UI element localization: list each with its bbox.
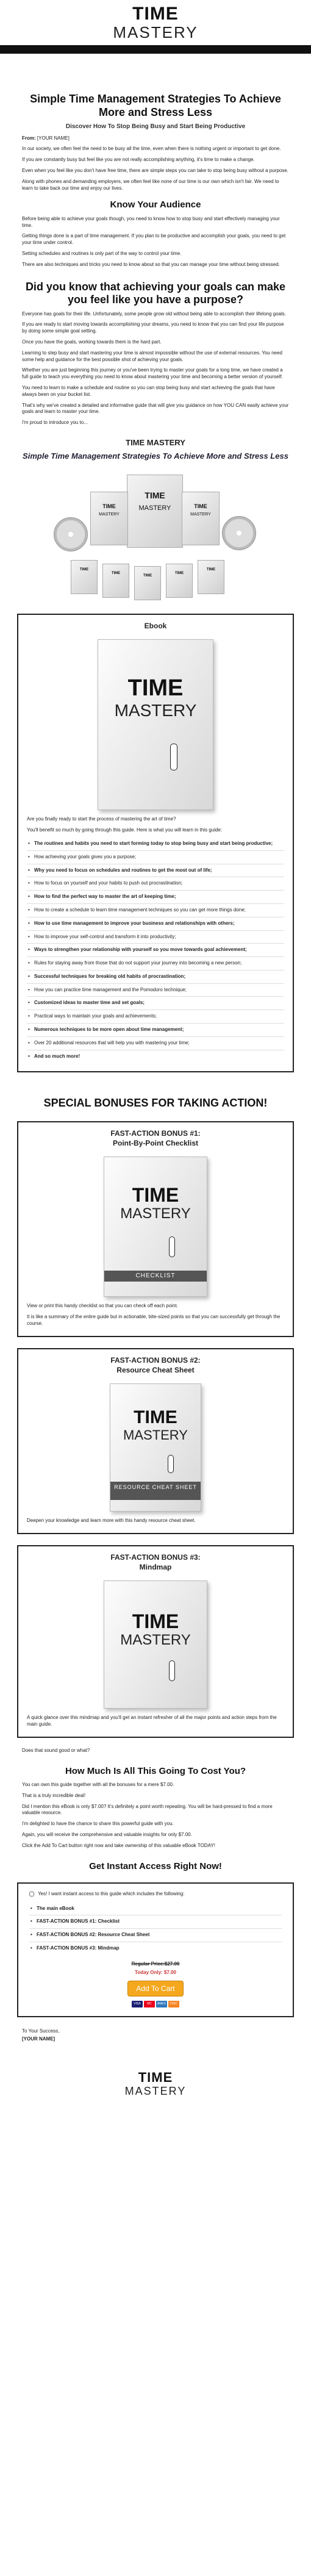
ebook-cover-subtitle: MASTERY: [114, 701, 197, 720]
agree-checkbox[interactable]: [29, 1892, 34, 1896]
bonus-card-2: [17, 1348, 294, 1534]
list-item: • Over 20 additional resources that will help you with mastering your time;: [27, 1036, 284, 1050]
payment-icons: [29, 2000, 282, 2007]
audience-heading: Know Your Audience: [110, 199, 201, 210]
list-item: • Successful techniques for breaking old habits of procrastination;: [27, 970, 284, 983]
sales-content: [0, 93, 311, 603]
footer-logo-subtitle: MASTERY: [124, 2085, 187, 2098]
paragraph: Along with phones and demanding employers, we often feel like none of our time is our own which isn't fair. We need to learn to take back our time and enjoy our lives.: [22, 178, 279, 191]
paragraph: If you are ready to start moving towards accomplishing your dreams, you need to know that you can find your life purpose by doing some simple goal setting.: [22, 321, 284, 334]
page-title: Simple Time Management Strategies To Achieve More and Stress Less: [30, 93, 281, 118]
page-footer: [0, 2071, 311, 2108]
bonus-3-cover-subtitle: MASTERY: [120, 1632, 191, 1649]
page-header: [0, 0, 311, 81]
payment-card-icon: DISC: [168, 2001, 179, 2007]
bonus-3-cover-title: TIME: [132, 1610, 179, 1633]
bonus-2-cover: [110, 1383, 201, 1512]
list-item: • Why you need to focus on schedules and routines to get the most out of life;: [27, 864, 284, 877]
paragraph: Setting schedules and routines is only part of the way to control your time.: [22, 250, 182, 256]
paragraph: That's why we've created a detailed and informative guide that will give you guidance on how YOU CAN easily achieve your goals and learn to master your time.: [22, 402, 289, 415]
bonuses-heading: SPECIAL BONUSES FOR TAKING ACTION!: [43, 1097, 268, 1110]
bonus-2-cover-subtitle: MASTERY: [123, 1427, 188, 1443]
list-item: • How to create a schedule to learn time management techniques so you can get more things done;: [27, 903, 284, 917]
ebook-cover-title: TIME: [127, 675, 184, 701]
bundle-book-5: TIME: [198, 560, 224, 594]
product-tagline: Simple Time Management Strategies To Achieve More and Stress Less: [23, 451, 288, 461]
bonus-1-title: FAST-ACTION BONUS #1:: [110, 1129, 201, 1138]
bonus-1-cover: [104, 1157, 207, 1297]
list-item: • The routines and habits you need to start forming today to stop being busy and start being productive;: [27, 838, 284, 850]
ebook-paragraphs: [27, 816, 284, 834]
paragraph: That is a truly incredible deal!: [22, 1792, 86, 1798]
bonus-2-cover-band: RESOURCE CHEAT SHEET: [110, 1482, 201, 1500]
paragraph: Once you have the goals, working towards them is the hard part.: [22, 339, 162, 345]
bonus-2-cover-title: TIME: [134, 1407, 177, 1428]
payment-card-icon: MC: [144, 2001, 155, 2007]
signoff-line-1: To Your Success,: [22, 2028, 60, 2034]
from-name: [YOUR NAME]: [37, 135, 70, 141]
product-name: TIME MASTERY: [126, 438, 185, 448]
paragraph: You can own this guide together with all the bonuses for a mere $7.00.: [22, 1782, 174, 1788]
ebook-card: [17, 614, 294, 1072]
paragraph: View or print this handy checklist so that you can check off each point.: [27, 1303, 178, 1309]
paragraph: There are also techniques and tricks you need to know about so that you can manage your time without being stressed.: [22, 261, 280, 267]
agree-checkbox-label[interactable]: [29, 1891, 184, 1896]
list-item: • Ways to strengthen your relationship with yourself so you move towards goal achievement;: [27, 943, 284, 956]
bonus-3-paragraphs: [27, 1715, 284, 1728]
bonus-2-name: Resource Cheat Sheet: [116, 1366, 195, 1375]
bonus-1-cover-title: TIME: [132, 1184, 179, 1207]
list-item: • Practical ways to maintain your goals and achievements;: [27, 1010, 284, 1023]
bonus-1-cover-band: CHECKLIST: [104, 1271, 207, 1282]
product-bundle-image: [22, 468, 289, 603]
paragraph: You need to learn to make a schedule and routine so you can stop being busy and start achieving the goals that have always been on your bucket list.: [22, 385, 275, 397]
page-subtitle: Discover How To Stop Being Busy and Start Being Productive: [65, 123, 246, 131]
today-price-value: $7.00: [163, 1969, 176, 1975]
add-to-cart-button[interactable]: Add To Cart: [127, 1981, 184, 1997]
signoff-name: [YOUR NAME]: [22, 2036, 55, 2042]
paragraph: I'm proud to introduce you to...: [22, 420, 88, 426]
paragraph: It is like a summary of the entire guide but in actionable, bite-sized points so that you can successfully get through the course.: [27, 1314, 281, 1327]
paragraph: Getting things done is a part of time management. If you plan to be productive and accomplish your goals, you need to get your time under control.: [22, 233, 286, 246]
bonus-3-name: Mindmap: [139, 1563, 172, 1572]
today-price: [29, 1970, 282, 1976]
bonus-card-3: [17, 1545, 294, 1738]
sound-good-text: Does that sound good or what?: [22, 1747, 90, 1753]
order-item: • The main eBook: [29, 1903, 282, 1915]
paragraph: Even when you feel like you don't have free time, there are simple steps you can take to stop being busy without a purpose.: [22, 168, 288, 174]
footer-logo-title: TIME: [138, 2070, 173, 2086]
paragraph: In our society, we often feel the need to be busy all the time, even when there is nothing urgent or important to get done.: [22, 146, 281, 152]
paragraph: Before being able to achieve your goals though, you need to know how to stop busy and start effectively managing your time.: [22, 215, 280, 228]
paragraph: Everyone has goals for their life. Unfortunately, some people grow old without being able to accomplish their lifelong goals.: [22, 310, 286, 317]
ebook-benefits-list: [27, 838, 284, 1063]
list-item: • Rules for staying away from those that do not support your journey into becoming a new person;: [27, 956, 284, 970]
bonus-card-1: [17, 1121, 294, 1337]
bundle-disc-left: [54, 517, 88, 551]
list-item: • How to find the perfect way to master the art of keeping time;: [27, 890, 284, 903]
bonus-1-paragraphs: [27, 1303, 284, 1327]
logo-title: TIME: [132, 4, 179, 24]
ebook-card-title: Ebook: [144, 622, 167, 631]
paragraph: Did I mention this eBook is only $7.00? It's definitely a point worth repeating. You will be hard-pressed to find a more valuable resource.: [22, 1803, 273, 1816]
order-heading: Get Instant Access Right Now!: [89, 1860, 222, 1871]
bundle-book-1: TIME: [71, 560, 98, 594]
ebook-cover: [98, 639, 213, 810]
regular-price-label: Regular Price:: [131, 1961, 165, 1967]
order-item: • FAST-ACTION BONUS #3: Mindmap: [29, 1942, 282, 1955]
bonus-3-title: FAST-ACTION BONUS #3:: [110, 1553, 201, 1562]
bundle-book-4: TIME: [166, 564, 193, 598]
from-line: [22, 135, 289, 142]
bonus-2-title: FAST-ACTION BONUS #2:: [110, 1355, 201, 1365]
bonus-3-cover: [104, 1580, 207, 1709]
intro-paragraphs: [22, 146, 289, 192]
bonus-2-clock-hand: [168, 1455, 174, 1473]
from-label: From:: [22, 135, 36, 141]
paragraph: I'm delighted to have the chance to share this powerful guide with you.: [22, 1821, 174, 1827]
bundle-box-left: TIME MASTERY: [90, 492, 128, 545]
bundle-box-large: TIME MASTERY: [127, 475, 183, 548]
paragraph: Are you finally ready to start the process of mastering the art of time?: [27, 816, 176, 822]
list-item: • How to focus on yourself and your habits to push out procrastination;: [27, 877, 284, 890]
paragraph: Learning to step busy and start mastering your time is almost impossible without the use of external resources. You need some help and guidance for the best possible shot of achieving your goals.: [22, 350, 282, 362]
agree-text: Yes! I want instant access to this guide which includes the following:: [38, 1890, 185, 1896]
order-items-list: [29, 1903, 282, 1955]
paragraph: You'll benefit so much by going through this guide. Here is what you will learn in this guide:: [27, 827, 223, 833]
today-price-label: Today Only:: [135, 1969, 163, 1975]
paragraph: Again, you will receive the comprehensive and valuable insights for only $7.00.: [22, 1832, 192, 1837]
bonus-1-name: Point-By-Point Checklist: [112, 1139, 198, 1148]
order-item: • FAST-ACTION BONUS #2: Resource Cheat Sheet: [29, 1928, 282, 1942]
paragraph: Whether you are just beginning this journey or you've been trying to master your goals for a long time, we have created a full guide to teach you everything you need to know about mastering your time and becoming a better version of yourself.: [22, 367, 283, 380]
bonus-1-cover-subtitle: MASTERY: [120, 1205, 191, 1222]
regular-price-value: $27.00: [164, 1961, 180, 1967]
paragraph: Deepen your knowledge and learn more with this handy resource cheat sheet.: [27, 1518, 196, 1524]
list-item: • And so much more!: [27, 1050, 284, 1063]
logo-subtitle: MASTERY: [113, 23, 198, 41]
bundle-disc-right: [222, 516, 256, 550]
purpose-heading: Did you know that achieving your goals can make you feel like you have a purpose?: [25, 280, 286, 306]
bonus-2-paragraphs: [27, 1518, 284, 1524]
purpose-paragraphs: [22, 311, 289, 426]
pricing-heading: How Much Is All This Going To Cost You?: [65, 1765, 246, 1776]
ebook-cover-clock-hand: [170, 744, 177, 770]
list-item: • How you can practice time management and the Pomodoro technique;: [27, 983, 284, 997]
pricing-paragraphs: [22, 1782, 289, 1849]
bundle-book-2: TIME: [102, 564, 129, 598]
order-box: [17, 1882, 294, 2018]
order-item: • FAST-ACTION BONUS #1: Checklist: [29, 1915, 282, 1928]
bonus-3-clock-hand: [169, 1660, 175, 1681]
regular-price: [29, 1961, 282, 1968]
payment-card-icon: AMEX: [156, 2001, 167, 2007]
bonus-1-clock-hand: [169, 1236, 175, 1257]
list-item: • How to improve your self-control and transform it into productivity;: [27, 930, 284, 944]
bundle-box-right: TIME MASTERY: [182, 492, 220, 545]
paragraph: Click the Add To Cart button right now and take ownership of this valuable eBook TODAY!: [22, 1842, 215, 1848]
audience-paragraphs: [22, 216, 289, 268]
list-item: • Customized ideas to master time and set goals;: [27, 996, 284, 1010]
list-item: • Numerous techniques to be more open about time management;: [27, 1023, 284, 1036]
paragraph: If you are constantly busy but feel like you are not really accomplishing anything, it's time to make a change.: [22, 157, 255, 163]
bundle-book-3: TIME: [134, 566, 161, 600]
header-divider-bar: [0, 45, 311, 54]
list-item: • How to use time management to improve your business and relationships with others;: [27, 917, 284, 930]
payment-card-icon: VISA: [132, 2001, 143, 2007]
paragraph: A quick glance over this mindmap and you'll get an instant refresher of all the major points and action steps from the main guide.: [27, 1715, 277, 1727]
list-item: • How achieving your goals gives you a purpose;: [27, 850, 284, 864]
